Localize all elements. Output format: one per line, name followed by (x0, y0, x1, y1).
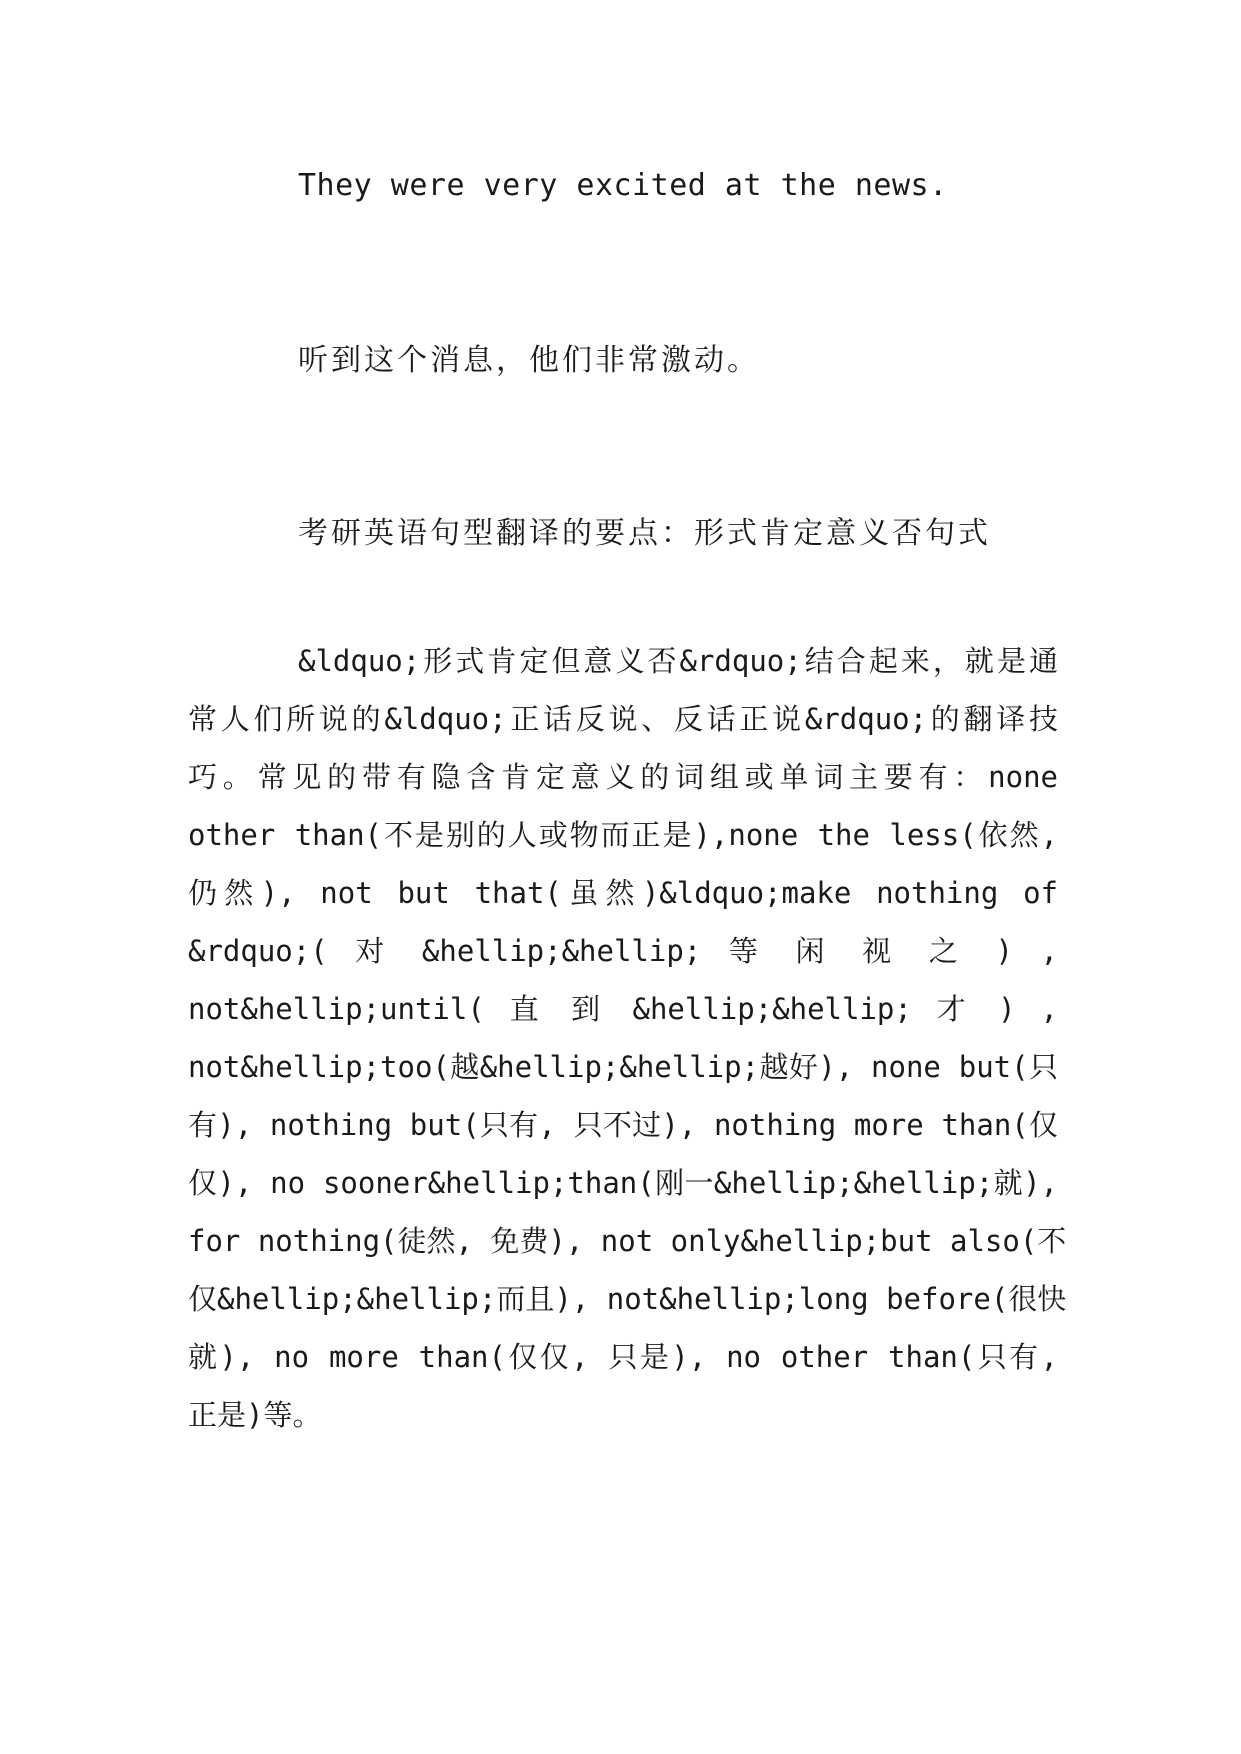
body-paragraph (188, 632, 1067, 1444)
paragraph-line: &rdquo;( 对 &hellip;&hellip; 等 闲 视 之 ) , (188, 934, 1058, 968)
section-heading: 考研英语句型翻译的要点：形式肯定意义否句式 (298, 516, 991, 551)
paragraph-line: other than(不是别的人或物而正是),none the less(依然, (188, 818, 1058, 852)
example-sentence-chinese: 听到这个消息，他们非常激动。 (298, 343, 760, 378)
paragraph-line: 仅), no sooner&hellip;than(刚一&hellip;&hellip;就), (188, 1166, 1058, 1200)
paragraph-line: 仅&hellip;&hellip;而且), not&hellip;long before(很快 (188, 1282, 1067, 1316)
example-sentence-english: They were very excited at the news. (298, 168, 948, 203)
paragraph-line: not&hellip;too(越&hellip;&hellip;越好), none but(只 (188, 1050, 1058, 1084)
paragraph-line: not&hellip;until( 直 到 &hellip;&hellip; 才 ) , (188, 992, 1058, 1026)
paragraph-line: 就), no more than(仅仅, 只是), no other than(只有, (188, 1340, 1058, 1374)
paragraph-line: &ldquo;形式肯定但意义否&rdquo;结合起来，就是通 (298, 644, 1058, 678)
paragraph-line: 有), nothing but(只有, 只不过), nothing more than(仅 (188, 1108, 1058, 1142)
paragraph-line: 仍然), not but that(虽然)&ldquo;make nothing of (188, 876, 1058, 910)
paragraph-line: 常人们所说的&ldquo;正话反说、反话正说&rdquo;的翻译技 (188, 702, 1058, 736)
paragraph-line: 巧。常见的带有隐含肯定意义的词组或单词主要有：none (188, 760, 1058, 794)
paragraph-line: for nothing(徒然, 免费), not only&hellip;but also(不 (188, 1224, 1067, 1258)
paragraph-line: 正是)等。 (188, 1398, 322, 1432)
